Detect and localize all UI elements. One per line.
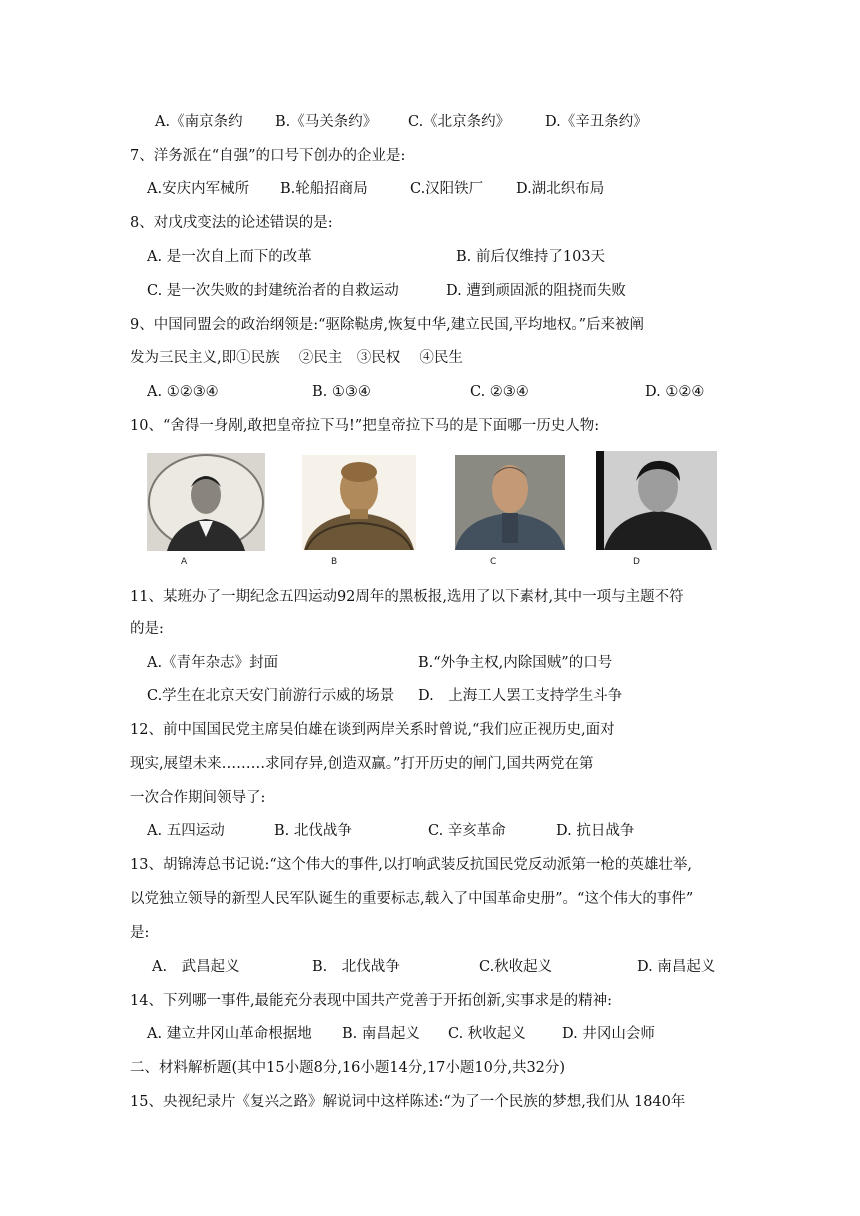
q9-option-c: C. ②③④ (470, 384, 529, 400)
q6-option-b: B.《马关条约》 (275, 114, 378, 130)
q9-option-d: D. ①②④ (645, 384, 705, 400)
q6-option-c: C.《北京条约》 (408, 114, 511, 130)
q6-option-d: D.《辛丑条约》 (545, 114, 648, 130)
q13-stem-line2: 以党独立领导的新型人民军队诞生的重要标志,载入了中国革命史册”。“这个伟大的事件” (130, 891, 694, 907)
q7-stem: 7、洋务派在“自强”的口号下创办的企业是: (130, 148, 406, 164)
q12-option-c: C. 辛亥革命 (428, 823, 506, 839)
q13-option-b: B. 北伐战争 (312, 959, 400, 975)
q13-option-c: C.秋收起义 (479, 959, 553, 975)
q8-stem: 8、对戊戌变法的论述错误的是: (130, 215, 333, 231)
q12-option-a: A. 五四运动 (147, 823, 225, 839)
section2-heading: 二、材料解析题(其中15小题8分,16小题14分,17小题10分,共32分) (130, 1060, 566, 1076)
q11-option-d: D. 上海工人罢工支持学生斗争 (418, 688, 623, 704)
portrait-c-caption: C (490, 557, 497, 567)
q12-stem-line1: 12、前中国国民党主席吴伯雄在谈到两岸关系时曾说,“我们应正视历史,面对 (130, 722, 615, 738)
q11-option-c: C.学生在北京天安门前游行示威的场景 (147, 688, 395, 704)
portrait-d-caption: D (633, 557, 640, 567)
q9-stem-line2: 发为三民主义,即①民族 ②民主 ③民权 ④民生 (130, 350, 463, 366)
q12-option-d: D. 抗日战争 (556, 823, 635, 839)
q6-option-a: A.《南京条约 (155, 114, 243, 130)
q9-option-b: B. ①③④ (312, 384, 371, 400)
q12-stem-line2: 现实,展望未来………求同存异,创造双赢。”打开历史的闸门,国共两党在第 (130, 756, 594, 772)
q14-stem: 14、下列哪一事件,最能充分表现中国共产党善于开拓创新,实事求是的精神: (130, 993, 613, 1009)
q11-option-a: A.《青年杂志》封面 (147, 655, 279, 671)
q13-option-a: A. 武昌起义 (152, 959, 240, 975)
q13-stem-line3: 是: (130, 925, 150, 941)
q12-option-b: B. 北伐战争 (274, 823, 352, 839)
q7-option-d: D.湖北织布局 (516, 181, 605, 197)
q11-option-b: B.“外争主权,内除国贼”的口号 (418, 655, 613, 671)
q14-option-c: C. 秋收起义 (448, 1026, 526, 1042)
q14-option-d: D. 井冈山会师 (562, 1026, 655, 1042)
q7-option-b: B.轮船招商局 (280, 181, 368, 197)
q9-stem-line1: 9、中国同盟会的政治纲领是:“驱除鞑虏,恢复中华,建立民国,平均地权。”后来被阐 (130, 317, 645, 333)
q11-stem-line1: 11、某班办了一期纪念五四运动92周年的黑板报,选用了以下素材,其中一项与主题不符 (130, 589, 684, 605)
portrait-c (455, 455, 565, 550)
q8-option-a: A. 是一次自上而下的改革 (147, 249, 312, 265)
portrait-d (596, 451, 717, 550)
q7-option-c: C.汉阳铁厂 (410, 181, 484, 197)
q10-stem: 10、“舍得一身剐,敢把皇帝拉下马!”把皇帝拉下马的是下面哪一历史人物: (130, 418, 600, 434)
q8-option-c: C. 是一次失败的封建统治者的自救运动 (147, 283, 399, 299)
q13-stem-line1: 13、胡锦涛总书记说:“这个伟大的事件,以打响武装反抗国民党反动派第一枪的英雄壮举, (130, 857, 692, 873)
portrait-b (302, 455, 416, 550)
portrait-b-caption: B (331, 557, 338, 567)
portrait-a-caption: A (181, 557, 188, 567)
q15-stem: 15、央视纪录片《复兴之路》解说词中这样陈述:“为了一个民族的梦想,我们从 1840年 (130, 1094, 686, 1110)
q14-option-a: A. 建立井冈山革命根据地 (147, 1026, 312, 1042)
q13-option-d: D. 南昌起义 (637, 959, 716, 975)
q8-option-d: D. 遭到顽固派的阻挠而失败 (446, 283, 626, 299)
q11-stem-line2: 的是: (130, 621, 164, 637)
q14-option-b: B. 南昌起义 (342, 1026, 420, 1042)
q7-option-a: A.安庆内军械所 (147, 181, 250, 197)
q12-stem-line3: 一次合作期间领导了: (130, 790, 266, 806)
q9-option-a: A. ①②③④ (147, 384, 219, 400)
portrait-a (147, 453, 265, 551)
q8-option-b: B. 前后仅维持了103天 (456, 249, 606, 265)
